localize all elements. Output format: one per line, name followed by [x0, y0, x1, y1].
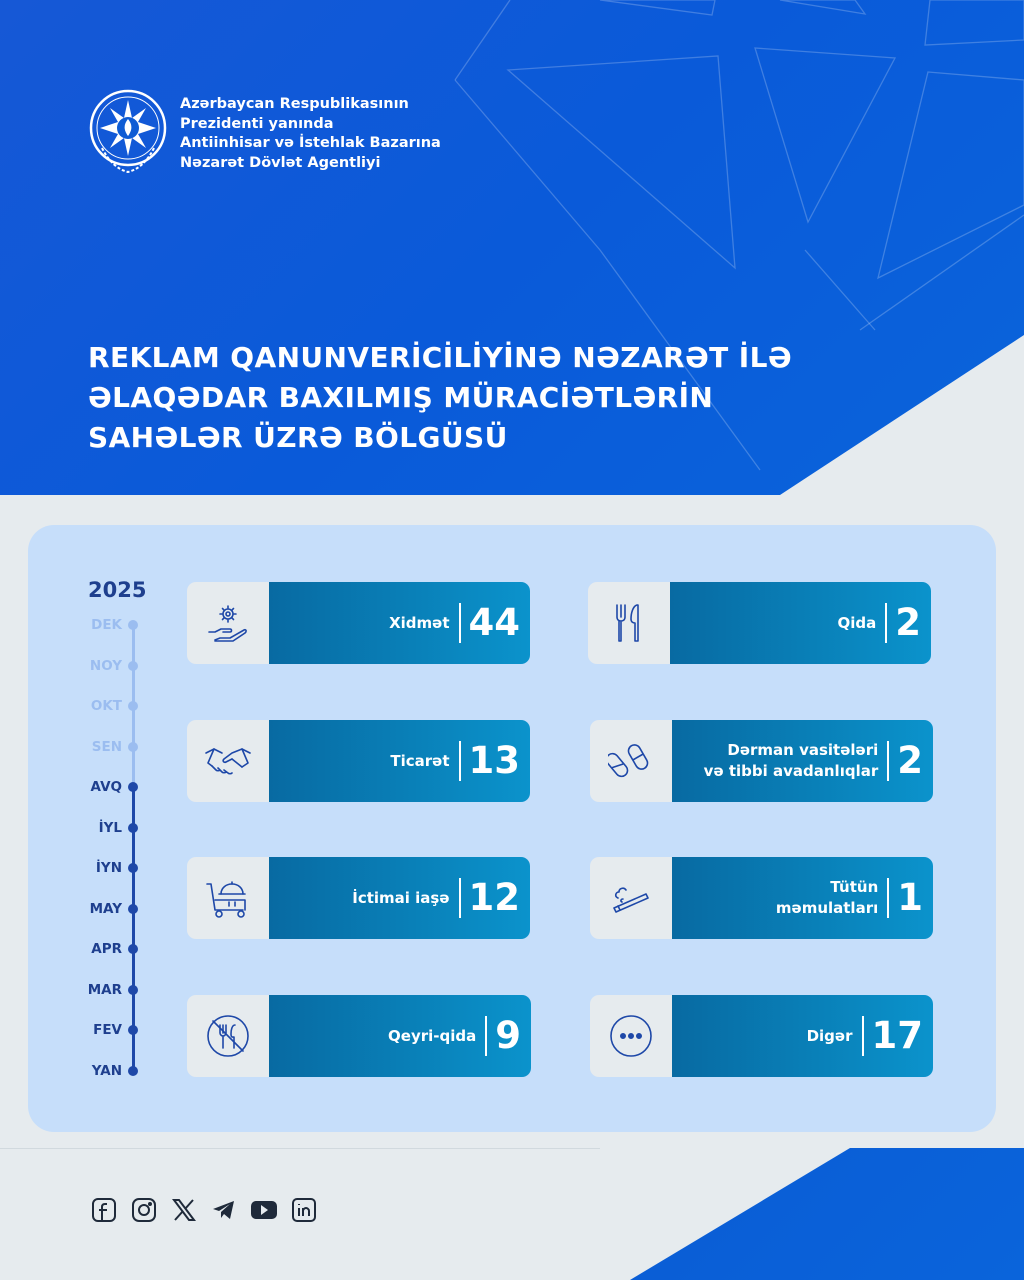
category-card-derman — [590, 720, 933, 802]
timeline-month-label: NOY — [89, 657, 122, 674]
separator — [887, 878, 889, 918]
service-hand-gear-icon — [187, 582, 269, 664]
category-card-qeyri-qida — [187, 995, 531, 1077]
timeline-month-label: SEN — [91, 738, 122, 755]
category-label: Digər — [806, 1026, 853, 1045]
category-label: Dərman vasitələri və tibbi avadanlıqlar — [703, 741, 879, 780]
timeline-month-dot — [128, 823, 138, 833]
separator — [459, 878, 461, 918]
timeline-month-label: APR — [91, 941, 122, 957]
decorative-divider — [0, 1148, 600, 1149]
category-label: Ticarət — [390, 751, 450, 770]
agency-line: Antiinhisar və İstehlak Bazarına — [180, 135, 441, 151]
category-label: Xidmət — [389, 613, 450, 632]
timeline-month-label: MAY — [89, 900, 122, 917]
card-body — [269, 857, 530, 939]
card-body — [672, 720, 933, 802]
category-card-diger — [590, 995, 933, 1077]
youtube-icon[interactable] — [250, 1196, 278, 1224]
fork-knife-icon — [588, 582, 670, 664]
timeline-month-label: AVQ — [90, 779, 122, 795]
linkedin-icon[interactable] — [290, 1196, 318, 1224]
separator — [887, 741, 889, 781]
category-card-qida — [588, 582, 931, 664]
category-label: İctimai iaşə — [352, 888, 450, 907]
category-label: Qeyri-qida — [388, 1026, 477, 1045]
crossed-cutlery-icon — [187, 995, 269, 1077]
card-body — [670, 582, 931, 664]
separator — [459, 741, 461, 781]
timeline-month-dot — [128, 1066, 138, 1076]
title-line: SAHƏLƏR ÜZRƏ BÖLGÜSÜ — [88, 421, 508, 454]
pills-icon — [590, 720, 672, 802]
category-label: Tütün məmulatları — [775, 878, 879, 917]
timeline-month-dot — [128, 701, 138, 711]
category-value: 1 — [897, 876, 923, 919]
timeline-month-dot — [128, 985, 138, 995]
category-card-xidmet — [187, 582, 530, 664]
category-value: 12 — [468, 876, 520, 919]
agency-name — [180, 95, 441, 173]
card-body — [672, 995, 933, 1077]
category-value: 17 — [871, 1014, 923, 1057]
agency-line: Nəzarət Dövlət Agentliyi — [180, 154, 381, 171]
timeline-month-label: OKT — [90, 698, 122, 714]
food-cart-cloche-icon — [187, 857, 269, 939]
category-value: 2 — [897, 739, 923, 782]
timeline-month-dot — [128, 742, 138, 752]
timeline-month-label: FEV — [93, 1022, 122, 1038]
more-dots-icon — [590, 995, 672, 1077]
timeline-month-dot — [128, 863, 138, 873]
card-body — [269, 720, 530, 802]
separator — [459, 603, 461, 643]
timeline-month-label: MAR — [87, 981, 122, 998]
timeline-month-label: DEK — [91, 617, 122, 633]
telegram-icon[interactable] — [210, 1196, 238, 1224]
timeline-month-dot — [128, 944, 138, 954]
timeline-month-dot — [128, 661, 138, 671]
timeline-month-label: İYN — [95, 860, 122, 876]
category-value: 9 — [495, 1014, 521, 1057]
timeline-month-dot — [128, 904, 138, 914]
separator — [485, 1016, 487, 1056]
category-value: 2 — [895, 601, 921, 644]
title-line: ƏLAQƏDAR BAXILMIŞ MÜRACİƏTLƏRİN — [88, 381, 714, 414]
card-body — [672, 857, 933, 939]
title-line: REKLAM QANUNVERİCİLİYİNƏ NƏZARƏT İLƏ — [88, 341, 793, 374]
timeline-year: 2025 — [88, 578, 147, 602]
instagram-icon[interactable] — [130, 1196, 158, 1224]
agency-line: Prezidenti yanında — [180, 115, 334, 132]
card-body — [269, 582, 530, 664]
timeline-month-dot — [128, 782, 138, 792]
timeline-month-dot — [128, 620, 138, 630]
facebook-icon[interactable] — [90, 1196, 118, 1224]
x-icon[interactable] — [170, 1196, 198, 1224]
category-label: Qida — [837, 613, 877, 632]
timeline-month-dot — [128, 1025, 138, 1035]
card-body — [269, 995, 531, 1077]
category-value: 44 — [468, 601, 520, 644]
cigarette-icon — [590, 857, 672, 939]
timeline-month-label: YAN — [91, 1062, 122, 1079]
category-card-ictimai-iase — [187, 857, 530, 939]
agency-emblem-logo — [88, 88, 168, 178]
category-card-ticaret — [187, 720, 530, 802]
agency-line: Azərbaycan Respublikasının — [180, 96, 409, 112]
category-value: 13 — [468, 739, 520, 782]
timeline-month-label: İYL — [98, 819, 122, 836]
category-card-tutun — [590, 857, 933, 939]
separator — [862, 1016, 864, 1056]
separator — [885, 603, 887, 643]
page-title — [88, 338, 792, 458]
handshake-icon — [187, 720, 269, 802]
social-links — [90, 1196, 318, 1224]
